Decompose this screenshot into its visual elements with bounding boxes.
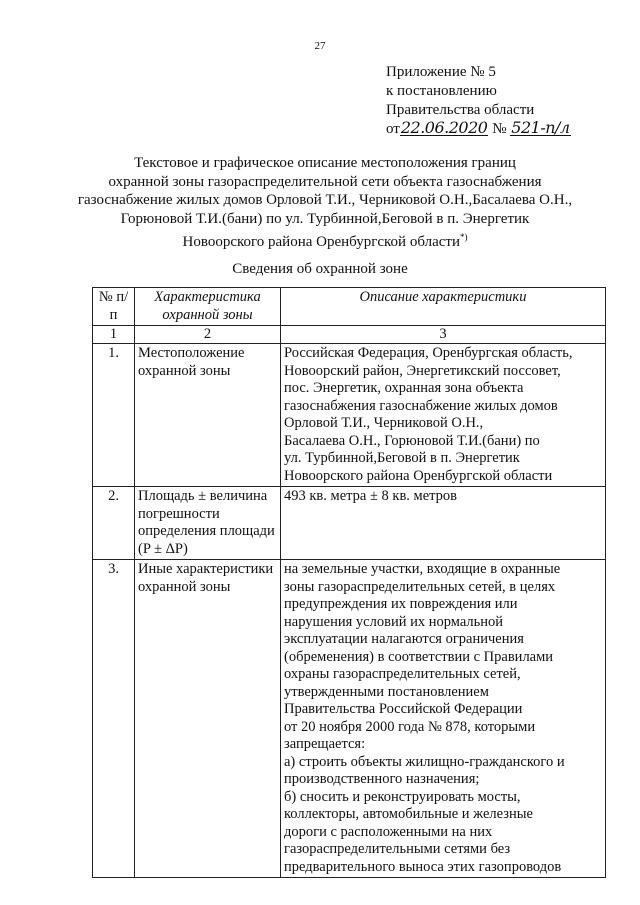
- title-line: Новоорского района Оренбургской области: [182, 234, 460, 250]
- appendix-title: Приложение № 5: [386, 64, 496, 80]
- description-line: предупреждения их повреждения или: [284, 596, 518, 612]
- description-line: 493 кв. метра ± 8 кв. метров: [284, 488, 458, 504]
- title-line: охранной зоны газораспределительной сети объекта газоснабжения: [108, 173, 542, 190]
- description-line: Российская Федерация, Оренбургская область,: [284, 345, 573, 361]
- section-subtitle: Сведения об охранной зоне: [232, 261, 408, 277]
- description-line: производственного назначения;: [284, 771, 480, 787]
- title-line: газоснабжение жилых домов Орловой Т.И., Черниковой О.Н.,Басалаева О.Н.,: [77, 192, 573, 208]
- number-prefix: №: [492, 121, 507, 137]
- column-number-row: [93, 326, 606, 344]
- appendix-date-number-line: [386, 120, 571, 139]
- header-cell-number: № п/п: [93, 288, 135, 326]
- date-prefix: от: [386, 121, 400, 137]
- description-line: эксплуатации налагаются ограничения: [284, 631, 524, 647]
- row-number: 3.: [93, 560, 135, 878]
- description-line: газораспределительными сетями без: [284, 841, 511, 857]
- description-line: зоны газораспределительных сетей, в целях: [284, 578, 556, 595]
- row-characteristic: Иные характеристики охранной зоны: [135, 560, 281, 878]
- header-cell-characteristic: Характеристика охранной зоны: [135, 288, 281, 326]
- description-line: дороги с расположенными на них: [284, 823, 493, 840]
- description-line: Правительства Российской Федерации: [284, 701, 523, 717]
- description-line: Орловой Т.И., Черниковой О.Н.,: [284, 415, 484, 431]
- table-row: [93, 487, 606, 560]
- description-line: б) сносить и реконструировать мосты,: [284, 788, 521, 805]
- description-line: на земельные участки, входящие в охранные: [284, 561, 561, 577]
- description-line: утвержденными постановлением: [284, 683, 489, 700]
- description-line: предварительного выноса этих газопроводов: [284, 858, 562, 875]
- page-number: 27: [314, 40, 326, 52]
- row-characteristic: Местоположение охранной зоны: [135, 344, 281, 487]
- footnote-mark: *): [459, 232, 468, 242]
- description-line: охраны газораспределительных сетей,: [284, 666, 521, 682]
- row-number: 1.: [93, 344, 135, 487]
- title-line: Горюновой Т.И.(бани) по ул. Турбинной,Беговой в п. Энергетик: [120, 210, 530, 227]
- appendix-line-government: Правительства области: [386, 102, 535, 118]
- description-line: пос. Энергетик, охранная зона объекта: [284, 380, 524, 396]
- title-line: Текстовое и графическое описание местоположения границ: [134, 155, 516, 171]
- title-line-last: [70, 228, 580, 252]
- appendix-line-resolution: к постановлению: [386, 83, 497, 99]
- handwritten-number: 521-п/л: [511, 118, 570, 137]
- zone-info-table: [92, 287, 606, 878]
- row-description: [281, 560, 606, 878]
- handwritten-date: 22.06.2020: [400, 118, 488, 137]
- description-line: Басалаева О.Н., Горюновой Т.И.(бани) по: [284, 432, 540, 449]
- column-number: 1: [93, 326, 135, 344]
- description-line: ул. Турбинной,Беговой в п. Энергетик: [284, 450, 520, 466]
- description-line: коллекторы, автомобильные и железные: [284, 806, 533, 822]
- description-line: Новоорского района Оренбургской области: [284, 467, 553, 484]
- description-line: (обременения) в соответствии с Правилами: [284, 648, 554, 665]
- header-cell-description: Описание характеристики: [281, 288, 606, 326]
- row-characteristic: Площадь ± величина погрешности определения площади (P ± ΔP): [135, 487, 281, 560]
- row-description: [281, 487, 606, 560]
- table-row: [93, 344, 606, 487]
- description-line: нарушения условий их нормальной: [284, 613, 504, 630]
- description-line: от 20 ноября 2000 года № 878, которыми: [284, 718, 536, 735]
- document-title: [70, 154, 580, 252]
- description-line: газоснабжения газоснабжение жилых домов: [284, 397, 558, 414]
- description-line: запрещается:: [284, 736, 366, 752]
- row-number: 2.: [93, 487, 135, 560]
- table-row: [93, 560, 606, 878]
- column-number: 3: [281, 326, 606, 344]
- table-header-row: [93, 288, 606, 326]
- row-description: [281, 344, 606, 487]
- description-line: а) строить объекты жилищно-гражданского и: [284, 753, 565, 770]
- column-number: 2: [135, 326, 281, 344]
- appendix-block: [386, 63, 571, 139]
- description-line: Новоорский район, Энергетикский поссовет,: [284, 362, 561, 379]
